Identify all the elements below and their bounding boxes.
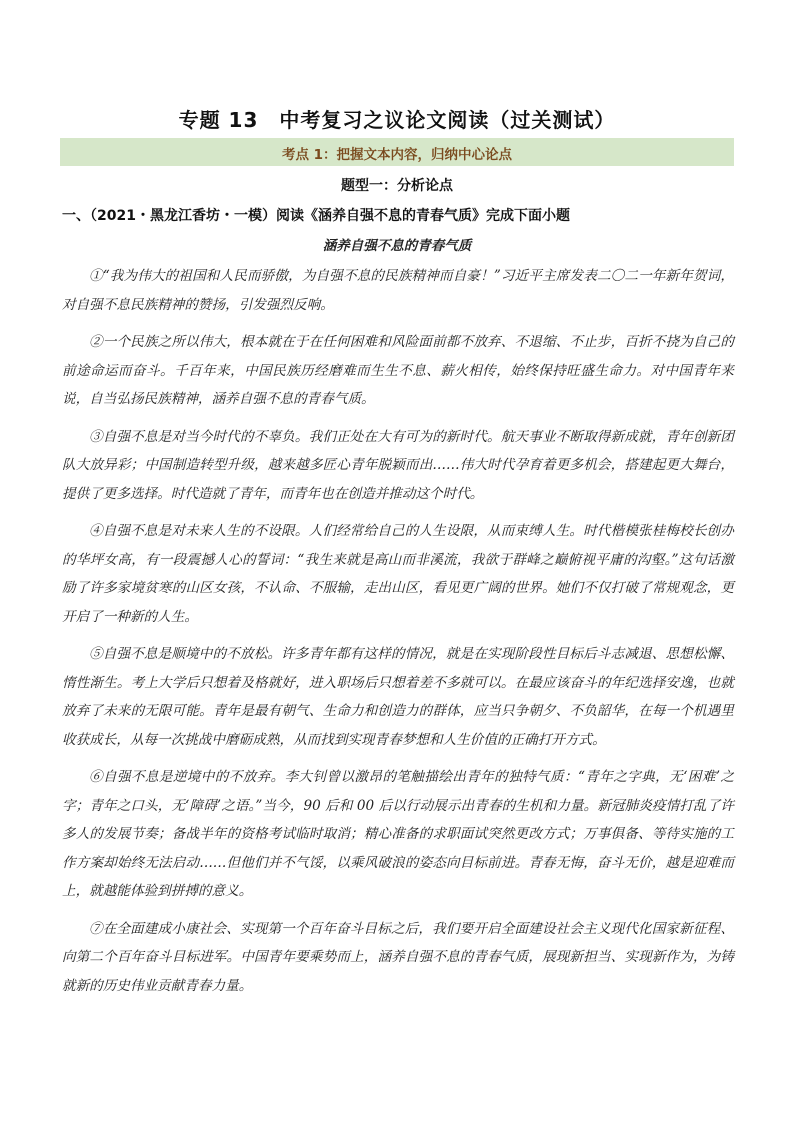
question-type-heading: 题型一：分析论点 (341, 178, 453, 194)
article-title: 涵养自强不息的青春气质 (322, 238, 472, 254)
topic-band (60, 138, 734, 166)
paragraph-1: ①“我为伟大的祖国和人民而骄傲，为自强不息的民族精神而自豪！”习近平主席发表二〇二一年新年贺词，对自强不息民族精神的赞扬，引发强烈反响。 (62, 268, 734, 313)
paragraph-5: ⑤自强不息是顺境中的不放松。许多青年都有这样的情况，就是在实现阶段性目标后斗志减退、思想松懈、惰性渐生。考上大学后只想着及格就好，进入职场后只想着差不多就可以。在最应该奋斗的年纪选择安逸，也就放弃了未来的无限可能。青年是最有朝气、生命力和创造力的群体，应当只争朝夕、不负韶华，在每一个机遇里收获成长，从每一次挑战中磨砺成熟，从而找到实现青春梦想和人生价值的正确打开方式。 (62, 646, 734, 748)
page-title: 专题 13 中考复习之议论文阅读（过关测试） (178, 108, 616, 132)
paragraph-3: ③自强不息是对当今时代的不辜负。我们正处在大有可为的新时代。航天事业不断取得新成就，青年创新团队大放异彩；中国制造转型升级，越来越多匠心青年脱颖而出……伟大时代孕育着更多机会，搭建起更大舞台，提供了更多选择。时代造就了青年，而青年也在创造并推动这个时代。 (62, 428, 734, 502)
paragraph-4: ④自强不息是对未来人生的不设限。人们经常给自己的人生设限，从而束缚人生。时代楷模张桂梅校长创办的华坪女高，有一段震撼人心的誓词：“我生来就是高山而非溪流，我欲于群峰之巅俯视平庸的沟壑。”这句话激励了许多家境贫寒的山区女孩，不认命、不服输，走出山区，看见更广阔的世界。她们不仅打破了常规观念，更开启了一种新的人生。 (62, 523, 734, 625)
question-prompt: 一、（2021・黑龙江香坊・一模）阅读《涵养自强不息的青春气质》完成下面小题 (62, 208, 570, 224)
paragraph-6: ⑥自强不息是逆境中的不放弃。李大钊曾以激昂的笔触描绘出青年的独特气质：“青年之字典，无‘困难’之字；青年之口头，无‘障碍’之语。”当今，90 后和 00 后以行动展示出青春的生机和力量。新冠肺炎疫情打乱了许多人的发展节奏；备战半年的资格考试临时取消；精心准备的求职面试突然更改方式；万事俱备、等待实施的工作方案却始终无法启动……但他们并不气馁，以乘风破浪的姿态向目标前进。青春无悔，奋斗无价，越是迎难而上，就越能体验到拼搏的意义。 (62, 769, 734, 899)
paragraph-7: ⑦在全面建成小康社会、实现第一个百年奋斗目标之后，我们要开启全面建设社会主义现代化国家新征程、向第二个百年奋斗目标进军。中国青年要乘势而上，涵养自强不息的青春气质，展现新担当、实现新作为，为铸就新的历史伟业贡献青春力量。 (62, 920, 734, 994)
article-body (62, 262, 734, 1009)
topic-band-label: 考点 1：把握文本内容，归纳中心论点 (281, 147, 513, 163)
paragraph-2: ②一个民族之所以伟大，根本就在于在任何困难和风险面前都不放弃、不退缩、不止步，百折不挠为自己的前途命运而奋斗。千百年来，中国民族历经磨难而生生不息、薪火相传，始终保持旺盛生命力。对中国青年来说，自当弘扬民族精神，涵养自强不息的青春气质。 (62, 334, 734, 407)
